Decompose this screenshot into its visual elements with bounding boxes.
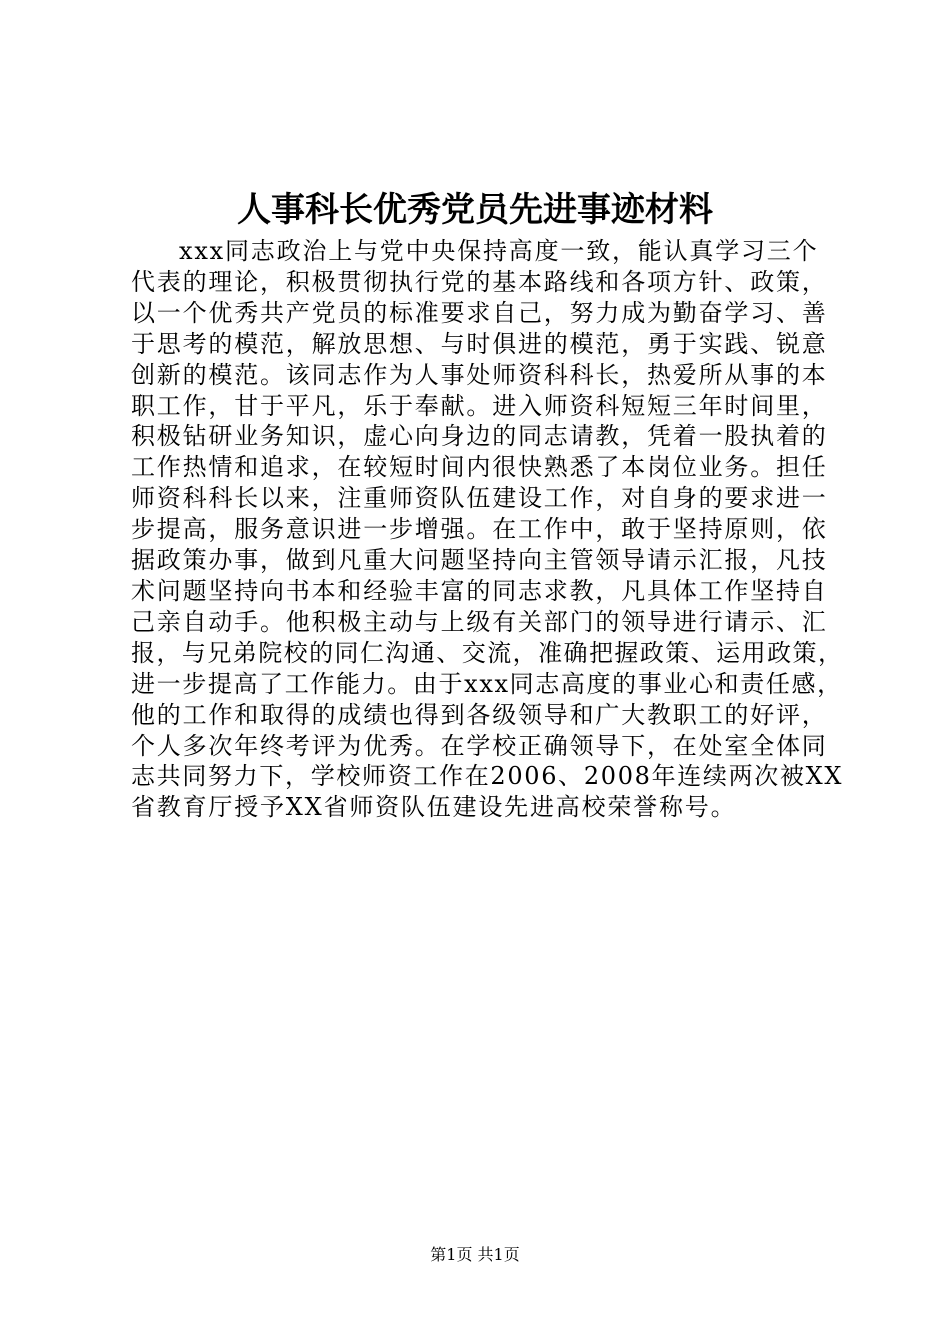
paragraph-line: 师资科科长以来，注重师资队伍建设工作，对自身的要求进一: [131, 484, 828, 513]
body-paragraph: [131, 236, 844, 823]
paragraph-line: 志共同努力下，学校师资工作在2006、2008年连续两次被XX: [131, 762, 844, 791]
document-title: 人事科长优秀党员先进事迹材料: [237, 190, 713, 230]
paragraph-line: 个人多次年终考评为优秀。在学校正确领导下，在处室全体同: [131, 731, 828, 760]
paragraph-line: 进一步提高了工作能力。由于xxx同志高度的事业心和责任感，: [131, 669, 843, 698]
paragraph-line: 创新的模范。该同志作为人事处师资科科长，热爱所从事的本: [131, 360, 828, 389]
paragraph-line: 己亲自动手。他积极主动与上级有关部门的领导进行请示、汇: [131, 607, 828, 636]
paragraph-line: 报，与兄弟院校的同仁沟通、交流，准确把握政策、运用政策，: [131, 638, 844, 667]
paragraph-line: 积极钻研业务知识，虚心向身边的同志请教，凭着一股执着的: [131, 422, 828, 451]
paragraph-line: 术问题坚持向书本和经验丰富的同志求教，凡具体工作坚持自: [131, 576, 828, 605]
paragraph-line: 以一个优秀共产党员的标准要求自己，努力成为勤奋学习、善: [131, 298, 828, 327]
paragraph-line: 职工作，甘于平凡，乐于奉献。进入师资科短短三年时间里，: [131, 391, 828, 420]
paragraph-line: xxx同志政治上与党中央保持高度一致，能认真学习三个: [179, 237, 819, 265]
paragraph-line: 代表的理论，积极贯彻执行党的基本路线和各项方针、政策，: [131, 267, 828, 296]
paragraph-line: 省教育厅授予XX省师资队伍建设先进高校荣誉称号。: [131, 793, 737, 822]
paragraph-line: 据政策办事，做到凡重大问题坚持向主管领导请示汇报，凡技: [131, 546, 828, 575]
paragraph-line: 工作热情和追求，在较短时间内很快熟悉了本岗位业务。担任: [131, 453, 828, 482]
paragraph-line: 步提高，服务意识进一步增强。在工作中，敢于坚持原则，依: [131, 515, 828, 544]
page-footer: 第1页 共1页: [430, 1245, 520, 1264]
paragraph-line: 他的工作和取得的成绩也得到各级领导和广大教职工的好评，: [131, 700, 828, 729]
paragraph-line: 于思考的模范，解放思想、与时俱进的模范，勇于实践、锐意: [131, 329, 828, 358]
